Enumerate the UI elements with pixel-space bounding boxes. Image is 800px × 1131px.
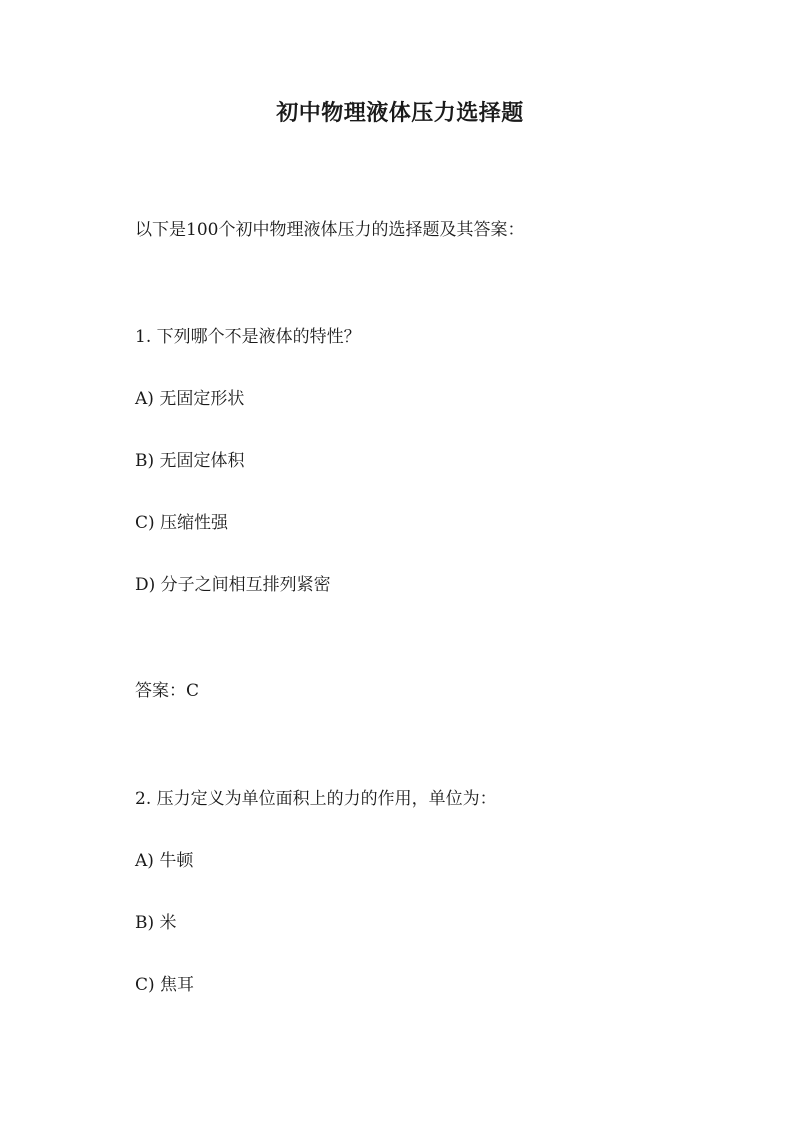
question-1-option-b: B) 无固定体积 [135, 451, 245, 471]
question-2-option-a: A) 牛顿 [135, 851, 194, 871]
intro-paragraph: 以下是100个初中物理液体压力的选择题及其答案： [135, 220, 525, 240]
question-2-option-c: C) 焦耳 [135, 975, 195, 995]
document-title: 初中物理液体压力选择题 [276, 100, 524, 126]
question-1-option-d: D) 分子之间相互排列紧密 [135, 575, 331, 595]
question-1-option-a: A) 无固定形状 [135, 389, 245, 409]
question-2-text: 2. 压力定义为单位面积上的力的作用，单位为： [135, 789, 497, 809]
question-1-option-c: C) 压缩性强 [135, 513, 229, 533]
question-2-option-b: B) 米 [135, 913, 177, 933]
question-1-answer: 答案：C [135, 681, 200, 701]
question-1-text: 1. 下列哪个不是液体的特性？ [135, 327, 361, 347]
